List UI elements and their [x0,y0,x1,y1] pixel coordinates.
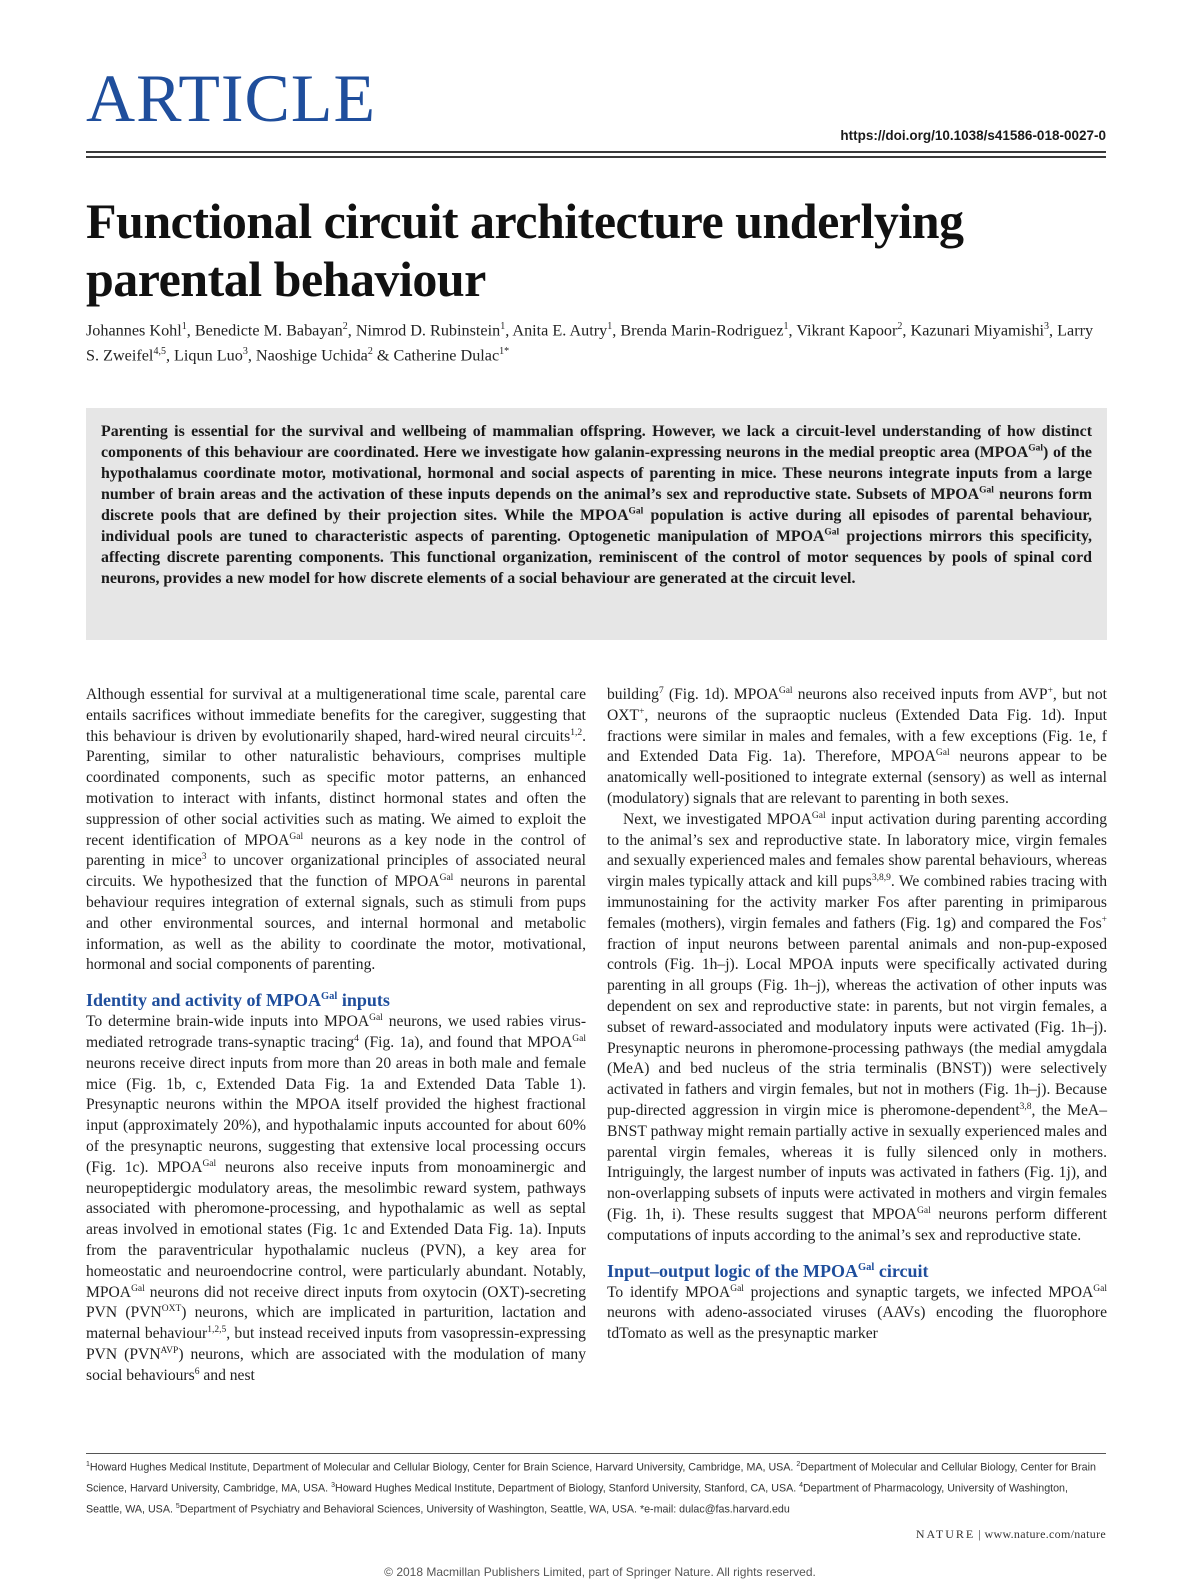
body-paragraph [607,1283,1107,1345]
superscript: Gal [1028,443,1044,454]
text-run: neurons as a key node in the control of parenting in mice [86,831,586,870]
text-run: (Fig. 1d). MPOA [663,686,779,703]
body-column-right [607,685,1107,1345]
author-separator: & [372,346,394,365]
text-run: , but not OXT [607,686,1107,724]
text-run: ) neurons, which are associated with the modulation of many social behaviours [86,1345,587,1384]
text-run: neurons also receive inputs from monoaminergic and neuropeptidergic modulatory areas, the mesolimbic reward system, pathways associated with pheromone-processing, and hypothalamic as well as septal areas involved in emotional states (Fig. 1c and Extended Data Fig. 1a). Inputs from the paraventricular hypothalamic nucleus (PVN), a key area for homeostatic and neuroendocrine control, were particularly abundant. Notably, MPOA [86,1158,587,1301]
superscript: Gal [289,831,304,842]
text-run: and nest [199,1366,255,1384]
author-separator: , [165,346,175,365]
superscript: + [1047,685,1053,696]
text-run: ) of the hypothalamus coordinate motor, motivational, hormonal and social aspects of parenting in mice. These neurons integrate inputs from a large number of brain areas and the activation of these inputs depends on the animal’s sex and reproductive state. Subsets of MPOA [101,444,1092,503]
superscript: 6 [194,1366,200,1377]
text-run: To identify MPOA [607,1283,731,1301]
text-run: To determine brain-wide inputs into MPOA [86,1013,370,1031]
abstract-box [86,408,1107,640]
text-run: Department of Molecular and Cellular Biology, Center for Brain Science, Harvard University, Cambridge, MA, USA. [86,1461,1096,1495]
author-separator: , [505,321,513,340]
text-run: (Fig. 1a), and found that MPOA [358,1033,573,1051]
text-run: to uncover organizational principles of associated neural circuits. We hypothesized that the function of MPOA [86,852,586,891]
text-run: Identity and activity of MPOA [86,990,321,1011]
text-run: projections and synaptic targets, we infected MPOA [743,1283,1094,1301]
text-run: ) neurons, which are implicated in parturition, lactation and maternal behaviour [86,1304,587,1343]
text-run: Howard Hughes Medical Institute, Department of Biology, Stanford University, Stanford, CA, USA. [335,1482,800,1495]
superscript: 4 [799,1482,804,1490]
journal-footer [916,1527,1106,1542]
author-name: Johannes Kohl [86,321,182,340]
text-run: fraction of input neurons between parental animals and non-pup-exposed controls (Fig. 1h–j). Local MPOA inputs were specifically activated during parenting in all groups (Fig. 1h–j), whereas the activation of other inputs was dependent on sex and reproductive state: in parents, but not virgin females, a subset of reward-associated and modulatory inputs were activated (Fig. 1h–j). Presynaptic neurons in pheromone-processing pathways (the medial amygdala (MeA) and bed nucleus of the stria terminalis (BNST)) were selectively activated in fathers and virgin females, but not in mothers (Fig. 1h–j). Because pup-directed aggression in virgin mice is pheromone-dependent [607,935,1107,1119]
text-run: , the MeA–BNST pathway might remain partially active in sexually experienced males and parental virgin females, whereas it is fully silenced only in mothers. Intriguingly, the largest number of inputs was activated in fathers (Fig. 1j), and non-overlapping subsets of inputs were activated in mothers and virgin females (Fig. 1h, i). These results suggest that MPOA [607,1101,1107,1223]
text-run: neurons appear to be anatomically well-positioned to integrate external (sensory) as well as internal (modulatory) signals that are relevant to parenting in both sexes. [607,748,1107,807]
author-name: Benedicte M. Babayan [194,321,343,340]
superscript: Gal [811,810,826,821]
superscript: Gal [824,527,840,538]
author-affiliation-mark: 1 [500,321,506,332]
text-run: neurons form discrete pools that are defined by their projection sites. While the MPOA [101,486,1093,524]
superscript: 5 [175,1503,180,1511]
author-separator: , [186,321,195,340]
author-affiliation-mark: 2 [897,321,903,332]
author-name: Larry S. Zweifel [86,321,1094,365]
superscript: 1,2 [570,727,583,738]
superscript: + [639,706,645,717]
header-rule-bottom [86,156,1106,158]
author-affiliation-mark: 2 [367,346,373,358]
superscript: 3,8 [1019,1101,1032,1112]
superscript: 2 [796,1461,801,1468]
superscript: AVP [160,1345,179,1356]
superscript: Gal [572,1033,586,1044]
header-rule-top [86,151,1106,153]
superscript: 3 [201,852,207,863]
text-run: inputs [337,990,390,1011]
section-heading [607,1261,1107,1281]
superscript: Gal [131,1283,145,1294]
superscript: Gal [320,991,338,1003]
text-run: projections mirrors this specificity, affecting discrete parenting components. This functional organization, reminiscent of the control of motor sequences by pools of spinal cord neurons, provides a new model for how discrete elements of a social behaviour are generated at the circuit level. [101,528,1092,587]
author-affiliation-mark: 3 [242,346,248,358]
text-run: building [607,686,659,703]
author-affiliation-mark: 1* [499,346,510,358]
text-run: neurons also received inputs from AVP [792,686,1048,703]
body-column-left [86,685,586,1387]
author-name: Nimrod D. Rubinstein [355,321,501,340]
superscript: Gal [439,872,454,883]
superscript: Gal [730,1283,744,1294]
text-run: input activation during parenting according to the animal’s sex and reproductive state. In laboratory mice, virgin females and sexually experienced males and females show parental behaviours, whereas virgin males typically attack and kill pups [607,810,1108,891]
author-affiliation-mark: 1 [181,321,187,332]
article-title: Functional circuit architecture underlying parental behaviour [86,193,964,307]
journal-name: NATURE [915,1527,976,1541]
superscript: 3,8,9 [871,872,891,883]
text-run: neurons with adeno-associated viruses (AAVs) encoding the fluorophore tdTomato as well as the presynaptic marker [607,1304,1107,1343]
author-separator: , [347,321,356,340]
author-name: Liqun Luo [174,346,243,365]
superscript: Gal [858,1261,875,1273]
text-run: Input–output logic of the MPOA [607,1260,859,1281]
superscript: + [1101,914,1107,925]
journal-separator: | [975,1527,985,1541]
author-affiliation-mark: 2 [342,321,348,332]
author-separator: , [902,321,911,340]
superscript: Gal [202,1158,217,1169]
text-run: Department of Pharmacology, University of Washington, Seattle, WA, USA. [86,1482,1068,1516]
author-name: Brenda Marin-Rodriguez [620,321,784,340]
superscript: 4 [354,1033,359,1044]
text-run: population is active during all episodes of parental behaviour, individual pools are tuned to characteristic aspects of parenting. Optogenetic manipulation of MPOA [101,507,1092,545]
article-type-label: ARTICLE [86,60,376,136]
author-name: Kazunari Miyamishi [910,321,1045,340]
author-name: Naoshige Uchida [255,346,368,365]
text-run: . We combined rabies tracing with immunostaining for the activity marker Fos after parenting in primiparous females (mothers), virgin females and fathers (Fig. 1g) and compared the Fos [607,873,1107,932]
author-list [86,316,1106,367]
author-name: Vikrant Kapoor [796,321,898,340]
author-affiliation-mark: 3 [1044,321,1050,332]
author-separator: , [788,321,797,340]
abstract-text [101,421,1092,589]
body-paragraph [607,810,1107,1247]
author-affiliation-mark: 1 [783,321,789,332]
text-run: , but instead received inputs from vasopressin-expressing PVN (PVN [86,1325,586,1363]
superscript: Gal [778,685,793,696]
text-run: Department of Psychiatry and Behavioral Sciences, University of Washington, Seattle, WA, USA. *e-mail: dulac@fas.harvard.edu [179,1503,790,1516]
author-separator: , [1049,321,1058,340]
text-run: Although essential for survival at a multigenerational time scale, parental care entails sacrifices without immediate benefits for the caregiver, suggesting that this behaviour is driven by evolutionarily shaped, hard-wired neural circuits [86,686,586,745]
text-run: Next, we investigated MPOA [623,810,812,828]
text-run: Howard Hughes Medical Institute, Department of Molecular and Cellular Biology, Center for Brain Science, Harvard University, Cambridge, MA, USA. [89,1461,797,1474]
text-run: neurons did not receive direct inputs from oxytocin (OXT)-secreting PVN (PVN [86,1283,586,1322]
superscript: 1 [86,1461,90,1468]
text-run: , neurons of the supraoptic nucleus (Extended Data Fig. 1d). Input fractions were similar in males and females, with a few exceptions (Fig. 1e, f and Extended Data Fig. 1a). Therefore, MPOA [607,706,1107,766]
superscript: Gal [628,506,644,517]
copyright-notice: © 2018 Macmillan Publishers Limited, part of Springer Nature. All rights reserved. [384,1565,816,1579]
author-separator: , [247,346,256,365]
superscript: 1,2,5 [207,1324,227,1335]
author-name: Catherine Dulac [393,346,500,365]
body-paragraph [86,1012,586,1386]
superscript: Gal [369,1012,383,1023]
affiliations-rule [86,1453,1106,1454]
superscript: OXT [161,1304,182,1315]
text-run: neurons receive direct inputs from more than 20 areas in both male and female mice (Fig. 1b, c, Extended Data Fig. 1a and Extended Data Table 1). Presynaptic neurons within the MPOA itself provided the highest fractional input (approximately 20%), and hypothalamic inputs accounted for about 60% of the presynaptic neurons, suggesting that extensive local processing occurs (Fig. 1c). MPOA [86,1054,586,1176]
author-separator: , [612,321,621,340]
superscript: 7 [658,685,664,696]
doi-link[interactable]: https://doi.org/10.1038/s41586-018-0027-0 [840,128,1106,143]
affiliations [86,1456,1106,1519]
body-paragraph [86,685,586,976]
superscript: 3 [331,1482,336,1490]
author-affiliation-mark: 1 [607,321,613,332]
superscript: Gal [979,485,994,496]
superscript: Gal [935,748,950,759]
author-affiliation-mark: 4,5 [153,346,166,358]
author-name: Anita E. Autry [512,321,608,340]
text-run: neurons, we used rabies virus-mediated retrograde trans-synaptic tracing [86,1013,587,1051]
text-run: Parenting is essential for the survival and wellbeing of mammalian offspring. However, we lack a circuit-level understanding of how distinct components of this behaviour are coordinated. Here we investigate how galanin-expressing neurons in the medial preoptic area (MPOA [101,423,1092,461]
text-run: circuit [874,1260,929,1281]
text-run: neurons in parental behaviour requires integration of external signals, such as stimuli from pups and other environmental sources, and internal hormonal and metabolic information, as well as the ability to coordinate the motor, motivational, hormonal and social components of parenting. [86,873,586,974]
superscript: Gal [917,1205,931,1216]
journal-url-link[interactable]: www.nature.com/nature [984,1527,1106,1541]
superscript: Gal [1093,1283,1108,1294]
text-run: neurons perform different computations of inputs according to the animal’s sex and reproductive state. [607,1205,1107,1244]
body-paragraph [607,685,1107,810]
section-heading [86,990,586,1010]
text-run: . Parenting, similar to other naturalistic behaviours, comprises multiple coordinated components, such as specific motor patterns, an enhanced motivation to interact with infants, distinct hormonal states and often the suppression of other social activities such as mating. We aimed to exploit the recent identification of MPOA [86,727,586,849]
